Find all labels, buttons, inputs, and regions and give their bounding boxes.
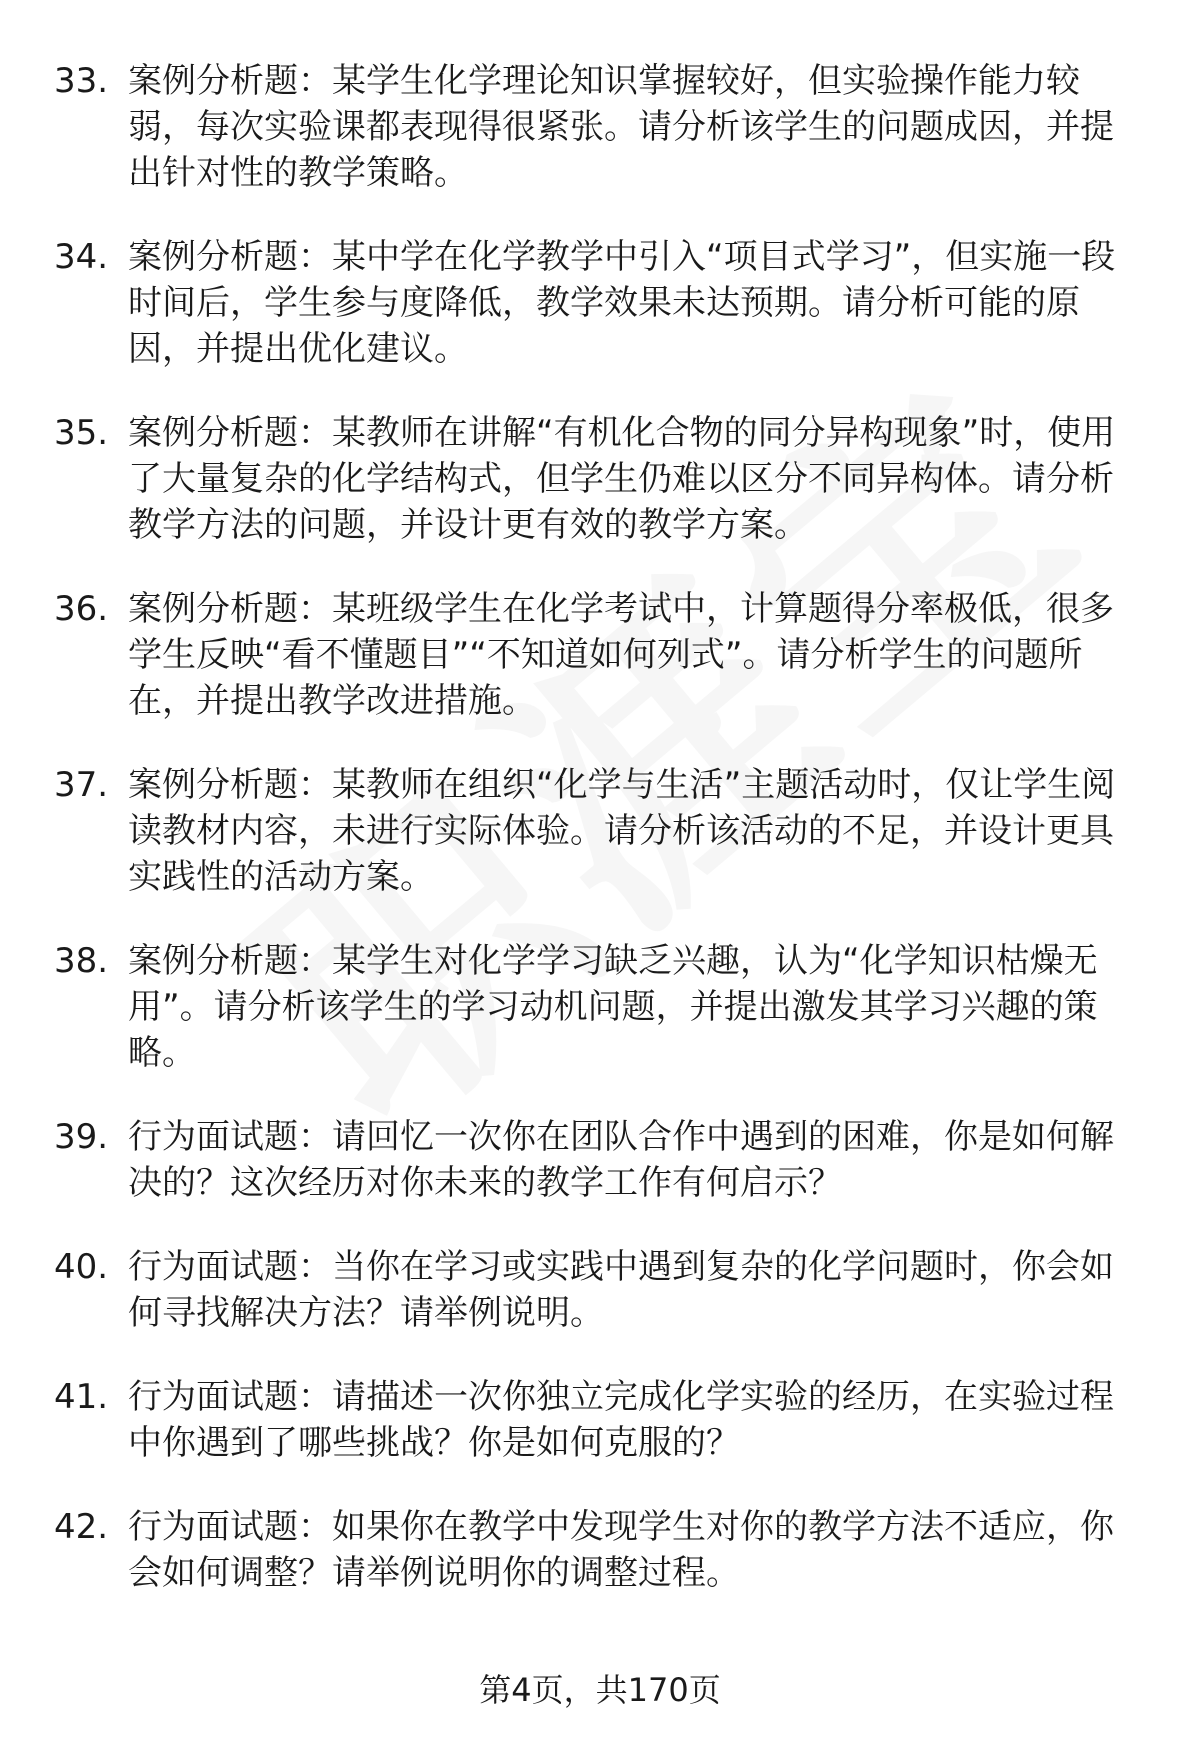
question-text: 行为面试题：当你在学习或实践中遇到复杂的化学问题时，你会如何寻找解决方法？请举例说明。 [128, 1247, 1114, 1333]
question-item [0, 234, 1200, 372]
question-text: 案例分析题：某学生对化学学习缺乏兴趣，认为“化学知识枯燥无用”。请分析该学生的学习动机问题，并提出激发其学习兴趣的策略。 [128, 941, 1098, 1073]
question-list [0, 58, 1200, 1634]
question-item [0, 1374, 1200, 1466]
question-text: 案例分析题：某中学在化学教学中引入“项目式学习”，但实施一段时间后，学生参与度降低，教学效果未达预期。请分析可能的原因，并提出优化建议。 [128, 237, 1116, 369]
question-item [0, 762, 1200, 900]
question-text: 案例分析题：某学生化学理论知识掌握较好，但实验操作能力较弱，每次实验课都表现得很紧张。请分析该学生的问题成因，并提出针对性的教学策略。 [128, 61, 1114, 193]
question-number: 41. [54, 1377, 109, 1417]
question-number: 39. [54, 1117, 109, 1157]
question-text: 行为面试题：如果你在教学中发现学生对你的教学方法不适应，你会如何调整？请举例说明你的调整过程。 [128, 1507, 1114, 1593]
question-number: 34. [54, 237, 109, 277]
page-number-footer: 第4页，共170页 [479, 1671, 721, 1709]
question-item [0, 1114, 1200, 1206]
question-item [0, 1504, 1200, 1596]
question-number: 37. [54, 765, 109, 805]
question-item [0, 938, 1200, 1076]
question-number: 42. [54, 1507, 109, 1547]
question-text: 案例分析题：某教师在讲解“有机化合物的同分异构现象”时，使用了大量复杂的化学结构式，但学生仍难以区分不同异构体。请分析教学方法的问题，并设计更有效的教学方案。 [128, 413, 1116, 545]
question-text: 案例分析题：某班级学生在化学考试中，计算题得分率极低，很多学生反映“看不懂题目”“不知道如何列式”。请分析学生的问题所在，并提出教学改进措施。 [128, 589, 1114, 721]
question-number: 33. [54, 61, 109, 101]
question-text: 案例分析题：某教师在组织“化学与生活”主题活动时，仅让学生阅读教材内容，未进行实际体验。请分析该活动的不足，并设计更具实践性的活动方案。 [128, 765, 1116, 897]
question-number: 35. [54, 413, 109, 453]
question-number: 36. [54, 589, 109, 629]
question-item [0, 58, 1200, 196]
question-item [0, 1244, 1200, 1336]
question-item [0, 410, 1200, 548]
question-number: 38. [54, 941, 109, 981]
question-text: 行为面试题：请描述一次你独立完成化学实验的经历，在实验过程中你遇到了哪些挑战？你是如何克服的？ [128, 1377, 1114, 1463]
question-item [0, 586, 1200, 724]
question-number: 40. [54, 1247, 109, 1287]
question-text: 行为面试题：请回忆一次你在团队合作中遇到的困难，你是如何解决的？这次经历对你未来的教学工作有何启示？ [128, 1117, 1114, 1203]
